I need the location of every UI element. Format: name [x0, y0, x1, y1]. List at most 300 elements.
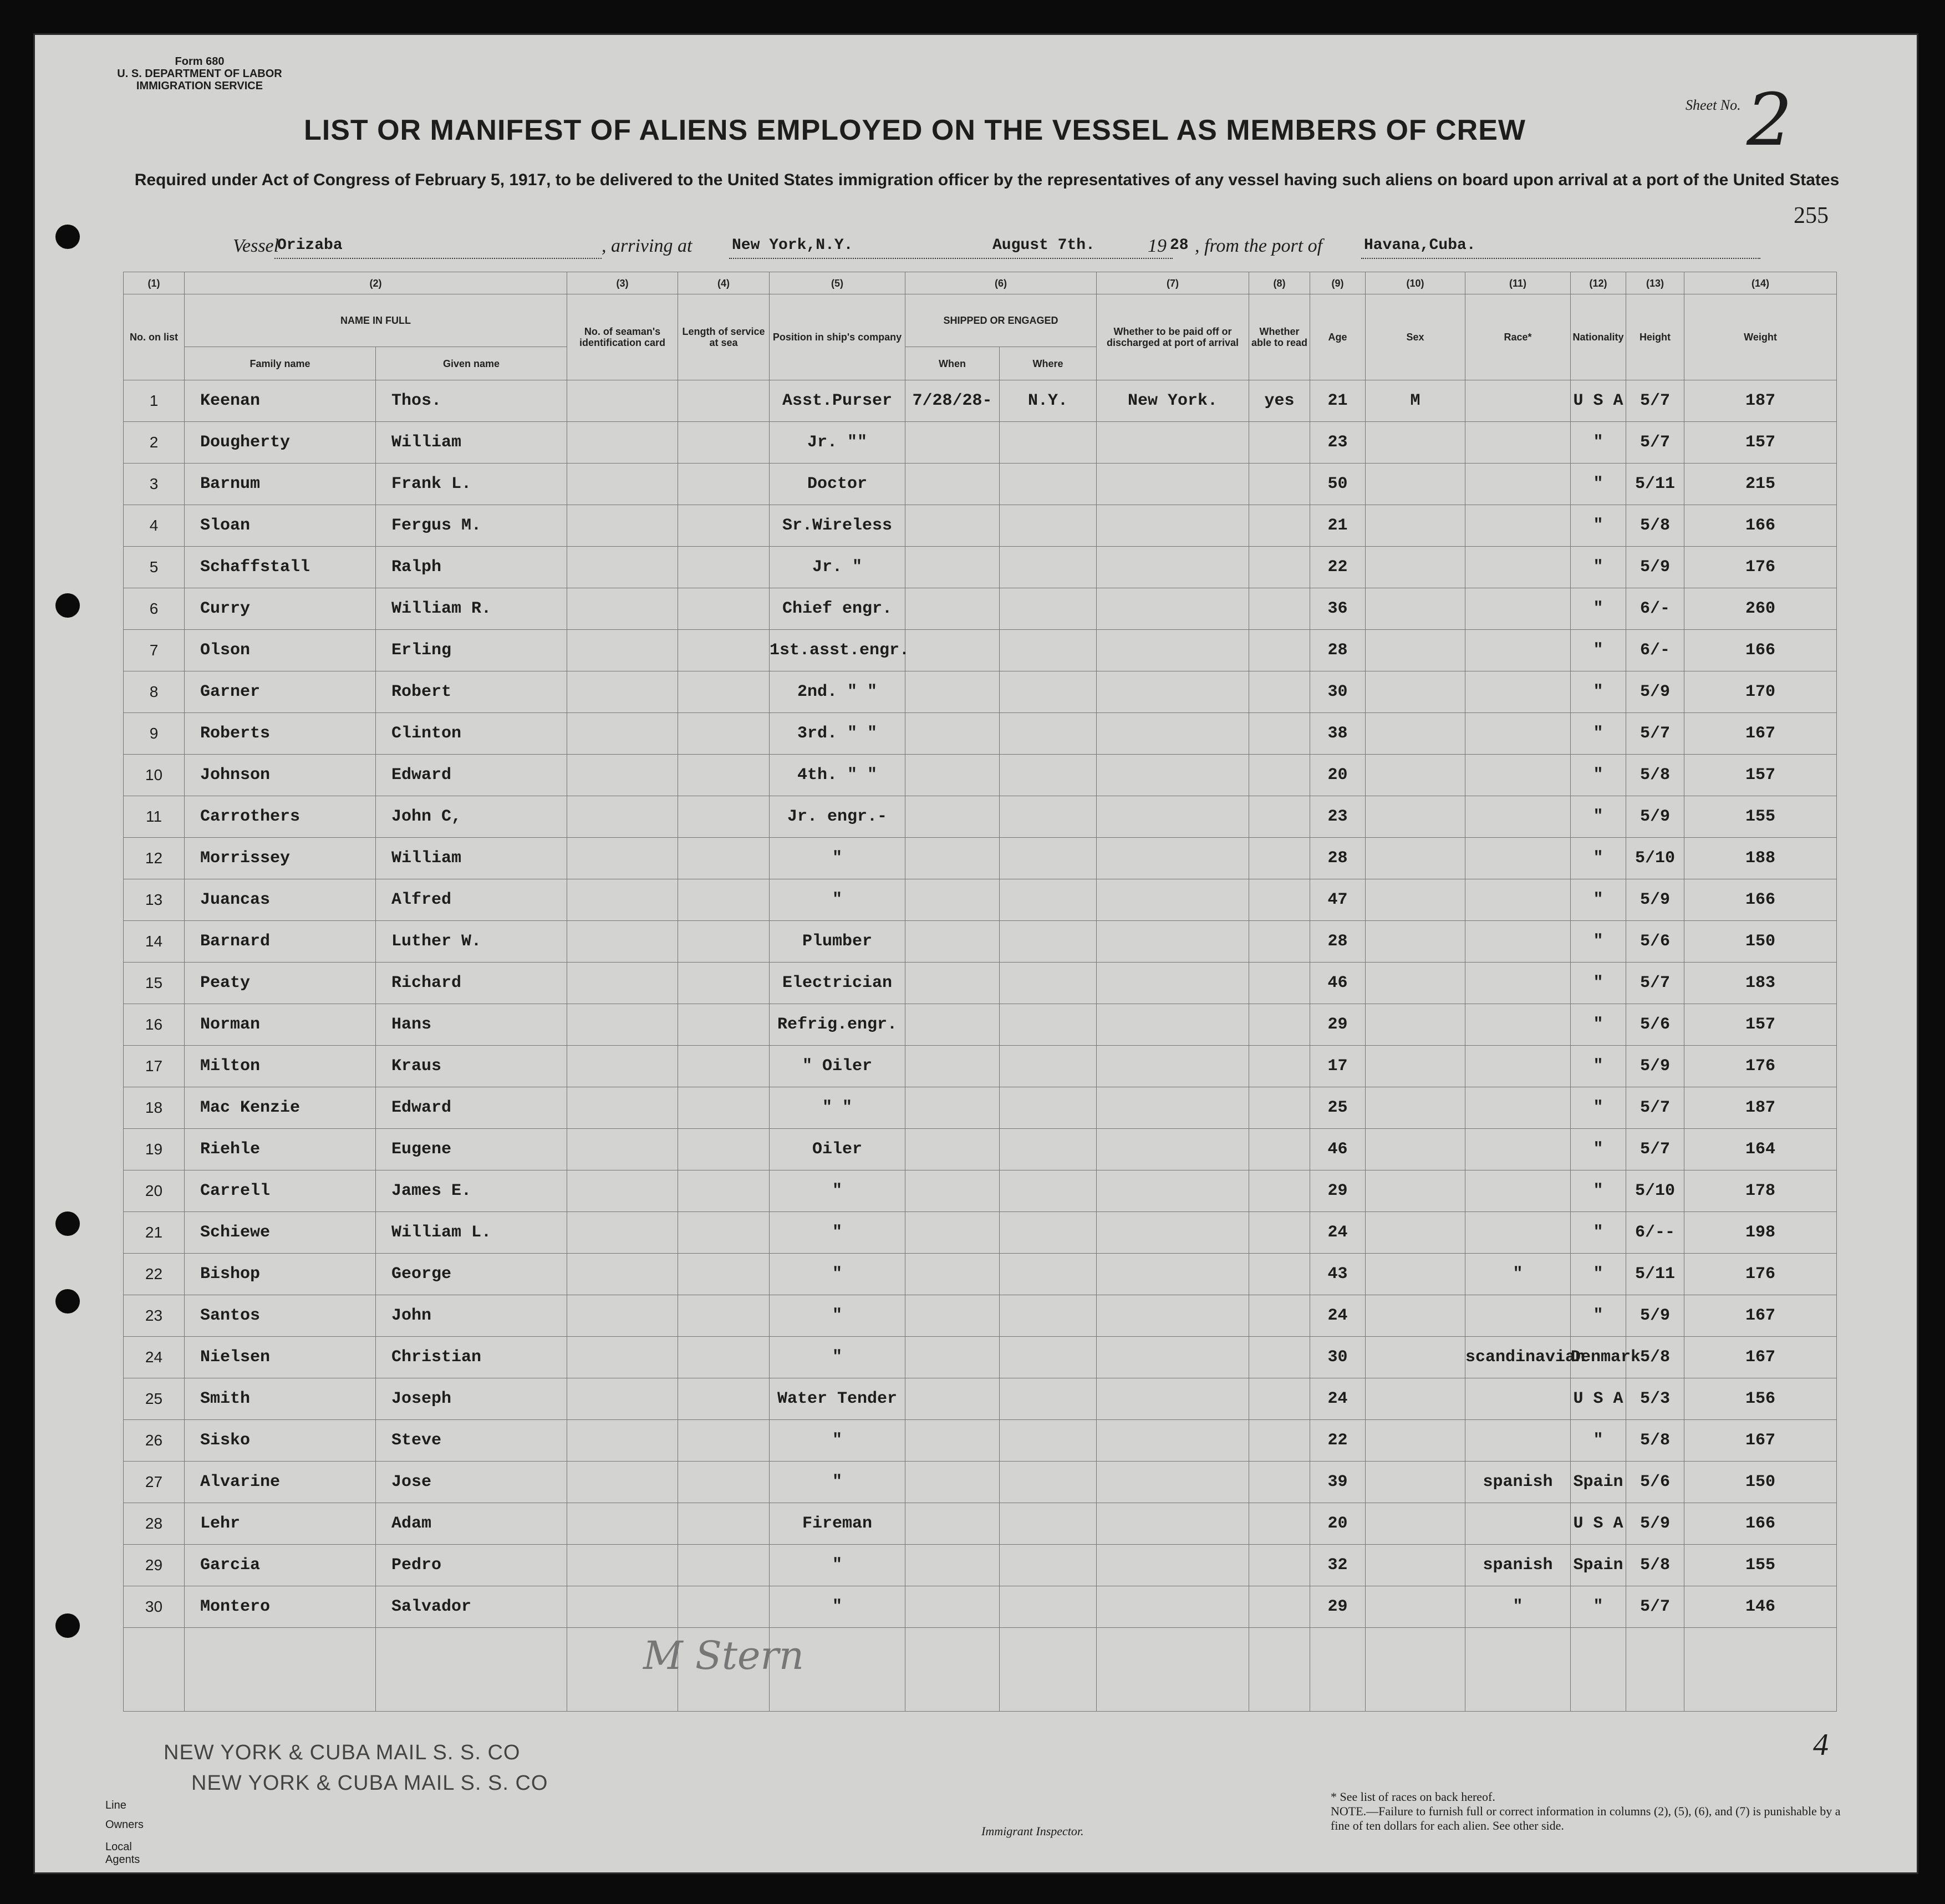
id-card-cell [567, 1129, 678, 1170]
family-name: Schiewe [185, 1212, 376, 1254]
id-card-cell [567, 1004, 678, 1046]
age: 43 [1310, 1254, 1366, 1295]
height: 5/9 [1626, 1046, 1684, 1087]
blank-row [124, 1628, 1837, 1712]
id-card-cell [567, 1503, 678, 1545]
header-paid-off: Whether to be paid off or discharged at port of arrival [1097, 294, 1249, 380]
shipped-where [1000, 422, 1097, 464]
height: 5/7 [1626, 963, 1684, 1004]
nationality: " [1571, 838, 1626, 879]
sex [1366, 921, 1465, 963]
col-3-number: (3) [567, 272, 678, 294]
shipped-where [1000, 1087, 1097, 1129]
shipped-when [905, 547, 1000, 588]
position: Asst.Purser [770, 380, 905, 422]
sex [1366, 464, 1465, 505]
table-row [124, 713, 1837, 755]
given-name: Clinton [376, 713, 567, 755]
shipped-when [905, 464, 1000, 505]
sex [1366, 879, 1465, 921]
service-cell [678, 1046, 770, 1087]
page-title: LIST OR MANIFEST OF ALIENS EMPLOYED ON THE VESSEL AS MEMBERS OF CREW [304, 114, 1526, 146]
col-11-number: (11) [1465, 272, 1571, 294]
inspector-signature: M Stern [643, 1633, 804, 1678]
weight: 156 [1684, 1378, 1837, 1420]
race [1465, 1503, 1571, 1545]
shipped-when [905, 588, 1000, 630]
shipped-where [1000, 963, 1097, 1004]
col-13-number: (13) [1626, 272, 1684, 294]
paid-off [1097, 1254, 1249, 1295]
weight: 166 [1684, 879, 1837, 921]
family-name: Peaty [185, 963, 376, 1004]
given-name: Christian [376, 1337, 567, 1378]
table-row [124, 1337, 1837, 1378]
service-cell [678, 1129, 770, 1170]
position: " " [770, 1087, 905, 1129]
id-card-cell [567, 547, 678, 588]
department-name: U. S. DEPARTMENT OF LABOR [117, 68, 282, 80]
service-cell [678, 1586, 770, 1628]
sex [1366, 588, 1465, 630]
table-row [124, 380, 1837, 422]
table-row [124, 1545, 1837, 1586]
service-cell [678, 1004, 770, 1046]
family-name: Riehle [185, 1129, 376, 1170]
shipped-when [905, 1378, 1000, 1420]
family-name: Sloan [185, 505, 376, 547]
race [1465, 963, 1571, 1004]
paid-off [1097, 1004, 1249, 1046]
height: 5/8 [1626, 1545, 1684, 1586]
nationality: " [1571, 963, 1626, 1004]
nationality: U S A [1571, 1503, 1626, 1545]
height: 5/8 [1626, 505, 1684, 547]
shipped-where: N.Y. [1000, 380, 1097, 422]
sex [1366, 1046, 1465, 1087]
family-name: Juancas [185, 879, 376, 921]
able-to-read [1249, 713, 1310, 755]
weight: 166 [1684, 505, 1837, 547]
position: Sr.Wireless [770, 505, 905, 547]
family-name: Schaffstall [185, 547, 376, 588]
age: 46 [1310, 1129, 1366, 1170]
shipped-when [905, 713, 1000, 755]
paid-off [1097, 1087, 1249, 1129]
sex [1366, 671, 1465, 713]
table-row [124, 547, 1837, 588]
weight: 215 [1684, 464, 1837, 505]
height: 5/6 [1626, 1004, 1684, 1046]
row-number: 4 [124, 505, 185, 547]
age: 30 [1310, 671, 1366, 713]
id-card-cell [567, 1087, 678, 1129]
race [1465, 879, 1571, 921]
race [1465, 796, 1571, 838]
weight: 146 [1684, 1586, 1837, 1628]
sex [1366, 713, 1465, 755]
given-name: William R. [376, 588, 567, 630]
given-name: Richard [376, 963, 567, 1004]
crew-rows [124, 380, 1837, 1712]
from-port-underline [1361, 258, 1760, 259]
weight: 260 [1684, 588, 1837, 630]
service-cell [678, 1212, 770, 1254]
family-name: Norman [185, 1004, 376, 1046]
col-2-number: (2) [185, 272, 567, 294]
inspector-label: Immigrant Inspector. [981, 1824, 1084, 1838]
shipped-when [905, 1254, 1000, 1295]
row-number: 16 [124, 1004, 185, 1046]
row-number: 7 [124, 630, 185, 671]
id-card-cell [567, 1545, 678, 1586]
family-name: Santos [185, 1295, 376, 1337]
given-name: Jose [376, 1462, 567, 1503]
family-name: Carrell [185, 1170, 376, 1212]
sex [1366, 1004, 1465, 1046]
nationality: " [1571, 422, 1626, 464]
age: 22 [1310, 547, 1366, 588]
line-stamp: NEW YORK & CUBA MAIL S. S. CO [164, 1741, 521, 1764]
shipped-where [1000, 755, 1097, 796]
race [1465, 1212, 1571, 1254]
col-10-number: (10) [1366, 272, 1465, 294]
able-to-read [1249, 1545, 1310, 1586]
sex [1366, 1337, 1465, 1378]
service-cell [678, 1462, 770, 1503]
given-name: Frank L. [376, 464, 567, 505]
header-where: Where [1000, 347, 1097, 380]
service-cell [678, 1420, 770, 1462]
sex [1366, 1129, 1465, 1170]
paid-off [1097, 796, 1249, 838]
given-name: Erling [376, 630, 567, 671]
family-name: Barnard [185, 921, 376, 963]
able-to-read [1249, 1212, 1310, 1254]
service-cell [678, 1087, 770, 1129]
nationality: " [1571, 1586, 1626, 1628]
height: 5/3 [1626, 1378, 1684, 1420]
shipped-when [905, 1212, 1000, 1254]
given-name: George [376, 1254, 567, 1295]
height: 5/9 [1626, 1503, 1684, 1545]
id-card-cell [567, 796, 678, 838]
race [1465, 1046, 1571, 1087]
row-number: 10 [124, 755, 185, 796]
nationality: " [1571, 1295, 1626, 1337]
able-to-read [1249, 422, 1310, 464]
height: 5/7 [1626, 1129, 1684, 1170]
blank-cell [1626, 1628, 1684, 1712]
header-id-card: No. of seaman's identification card [567, 294, 678, 380]
form-number: Form 680 [175, 55, 225, 68]
able-to-read [1249, 630, 1310, 671]
row-number: 13 [124, 879, 185, 921]
age: 30 [1310, 1337, 1366, 1378]
race: scandinavian [1465, 1337, 1571, 1378]
able-to-read [1249, 879, 1310, 921]
table-row [124, 1420, 1837, 1462]
binder-hole [55, 1211, 80, 1236]
able-to-read [1249, 1378, 1310, 1420]
family-name: Bishop [185, 1254, 376, 1295]
race [1465, 547, 1571, 588]
from-label: , from the port of [1195, 236, 1323, 256]
blank-cell [1310, 1628, 1366, 1712]
age: 23 [1310, 422, 1366, 464]
shipped-where [1000, 1586, 1097, 1628]
shipped-when [905, 1586, 1000, 1628]
given-name: Alfred [376, 879, 567, 921]
col-9-number: (9) [1310, 272, 1366, 294]
position: Jr. " [770, 547, 905, 588]
position: 4th. " " [770, 755, 905, 796]
sex [1366, 1212, 1465, 1254]
position: Doctor [770, 464, 905, 505]
shipped-where [1000, 588, 1097, 630]
blank-cell [376, 1628, 567, 1712]
year-prefix: 19 [1148, 236, 1167, 256]
age: 32 [1310, 1545, 1366, 1586]
shipped-where [1000, 1462, 1097, 1503]
height: 5/7 [1626, 1586, 1684, 1628]
height: 5/10 [1626, 1170, 1684, 1212]
position: " [770, 1462, 905, 1503]
race [1465, 630, 1571, 671]
shipped-when [905, 1503, 1000, 1545]
header-able-to-read: Whether able to read [1249, 294, 1310, 380]
arrival-date: August 7th. [992, 237, 1095, 254]
height: 5/10 [1626, 838, 1684, 879]
given-name: Salvador [376, 1586, 567, 1628]
age: 17 [1310, 1046, 1366, 1087]
nationality: " [1571, 1046, 1626, 1087]
position: Oiler [770, 1129, 905, 1170]
service-cell [678, 921, 770, 963]
col-1-number: (1) [124, 272, 185, 294]
family-name: Dougherty [185, 422, 376, 464]
sex [1366, 796, 1465, 838]
shipped-where [1000, 1545, 1097, 1586]
race: " [1465, 1586, 1571, 1628]
table-row [124, 1586, 1837, 1628]
race [1465, 380, 1571, 422]
sex [1366, 1462, 1465, 1503]
col-7-number: (7) [1097, 272, 1249, 294]
height: 5/11 [1626, 1254, 1684, 1295]
form-identifier [116, 55, 283, 92]
nationality: U S A [1571, 380, 1626, 422]
col-14-number: (14) [1684, 272, 1837, 294]
able-to-read [1249, 1170, 1310, 1212]
paid-off [1097, 1503, 1249, 1545]
able-to-read [1249, 1087, 1310, 1129]
id-card-cell [567, 963, 678, 1004]
age: 22 [1310, 1420, 1366, 1462]
table-row [124, 1212, 1837, 1254]
family-name: Lehr [185, 1503, 376, 1545]
sex [1366, 547, 1465, 588]
given-name: William [376, 838, 567, 879]
able-to-read [1249, 1046, 1310, 1087]
service-cell [678, 963, 770, 1004]
row-number: 6 [124, 588, 185, 630]
paid-off [1097, 630, 1249, 671]
arriving-label: , arriving at [602, 236, 693, 256]
id-card-cell [567, 1046, 678, 1087]
shipped-where [1000, 1420, 1097, 1462]
position: Jr. engr.- [770, 796, 905, 838]
shipped-where [1000, 1170, 1097, 1212]
age: 38 [1310, 713, 1366, 755]
position: " [770, 1586, 905, 1628]
table-row [124, 963, 1837, 1004]
header-when: When [905, 347, 1000, 380]
family-name: Olson [185, 630, 376, 671]
line-label: Line [105, 1799, 126, 1811]
row-number: 14 [124, 921, 185, 963]
family-name: Johnson [185, 755, 376, 796]
paid-off [1097, 1378, 1249, 1420]
able-to-read [1249, 963, 1310, 1004]
row-number: 24 [124, 1337, 185, 1378]
position: " [770, 1337, 905, 1378]
family-name: Morrissey [185, 838, 376, 879]
paid-off [1097, 1586, 1249, 1628]
row-number: 23 [124, 1295, 185, 1337]
able-to-read [1249, 1295, 1310, 1337]
able-to-read [1249, 464, 1310, 505]
race: " [1465, 1254, 1571, 1295]
id-card-cell [567, 630, 678, 671]
paid-off [1097, 1046, 1249, 1087]
paid-off [1097, 713, 1249, 755]
weight: 157 [1684, 755, 1837, 796]
given-name: John [376, 1295, 567, 1337]
sex [1366, 1545, 1465, 1586]
family-name: Montero [185, 1586, 376, 1628]
paid-off [1097, 1420, 1249, 1462]
col-4-number: (4) [678, 272, 770, 294]
race [1465, 1295, 1571, 1337]
weight: 187 [1684, 380, 1837, 422]
arrival-year: 28 [1170, 237, 1189, 254]
race [1465, 838, 1571, 879]
paid-off [1097, 547, 1249, 588]
row-number: 21 [124, 1212, 185, 1254]
table-row [124, 1295, 1837, 1337]
age: 28 [1310, 838, 1366, 879]
col-6-number: (6) [905, 272, 1097, 294]
row-number: 26 [124, 1420, 185, 1462]
shipped-when [905, 796, 1000, 838]
shipped-when [905, 1087, 1000, 1129]
table-row [124, 505, 1837, 547]
service-cell [678, 671, 770, 713]
able-to-read [1249, 1129, 1310, 1170]
age: 50 [1310, 464, 1366, 505]
id-card-cell [567, 380, 678, 422]
height: 6/- [1626, 588, 1684, 630]
race [1465, 921, 1571, 963]
vessel-name: Orizaba [277, 237, 343, 254]
nationality: " [1571, 630, 1626, 671]
race [1465, 755, 1571, 796]
shipped-where [1000, 879, 1097, 921]
shipped-where [1000, 838, 1097, 879]
shipped-when [905, 422, 1000, 464]
sex [1366, 1420, 1465, 1462]
shipped-where [1000, 1129, 1097, 1170]
age: 28 [1310, 921, 1366, 963]
service-cell [678, 1170, 770, 1212]
position: " [770, 1420, 905, 1462]
weight: 167 [1684, 1420, 1837, 1462]
nationality: " [1571, 505, 1626, 547]
age: 21 [1310, 380, 1366, 422]
sex [1366, 1295, 1465, 1337]
given-name: William L. [376, 1212, 567, 1254]
id-card-cell [567, 921, 678, 963]
notes [1331, 1790, 1852, 1833]
sheet-number-label: Sheet No. [1686, 97, 1741, 113]
able-to-read [1249, 1337, 1310, 1378]
nationality: " [1571, 1254, 1626, 1295]
paid-off [1097, 422, 1249, 464]
sex [1366, 1170, 1465, 1212]
shipped-where [1000, 921, 1097, 963]
family-name: Barnum [185, 464, 376, 505]
able-to-read [1249, 755, 1310, 796]
row-number: 17 [124, 1046, 185, 1087]
row-number: 20 [124, 1170, 185, 1212]
position: Water Tender [770, 1378, 905, 1420]
shipped-where [1000, 1004, 1097, 1046]
header-race: Race* [1465, 294, 1571, 380]
position: " [770, 1254, 905, 1295]
paid-off [1097, 921, 1249, 963]
height: 5/6 [1626, 921, 1684, 963]
service-cell [678, 1503, 770, 1545]
family-name: Roberts [185, 713, 376, 755]
height: 5/9 [1626, 547, 1684, 588]
shipped-when [905, 1004, 1000, 1046]
table-row [124, 1170, 1837, 1212]
weight: 166 [1684, 1503, 1837, 1545]
position: Plumber [770, 921, 905, 963]
table-row [124, 1254, 1837, 1295]
service-cell [678, 1378, 770, 1420]
row-number: 5 [124, 547, 185, 588]
header-family-name: Family name [185, 347, 376, 380]
paid-off [1097, 879, 1249, 921]
age: 29 [1310, 1170, 1366, 1212]
service-cell [678, 796, 770, 838]
nationality: " [1571, 547, 1626, 588]
blank-cell [1366, 1628, 1465, 1712]
height: 5/7 [1626, 422, 1684, 464]
nationality: " [1571, 713, 1626, 755]
row-number: 11 [124, 796, 185, 838]
id-card-cell [567, 1586, 678, 1628]
stamp-number: 255 [1794, 203, 1829, 228]
race [1465, 713, 1571, 755]
paid-off [1097, 671, 1249, 713]
nationality: " [1571, 755, 1626, 796]
row-number: 3 [124, 464, 185, 505]
age: 47 [1310, 879, 1366, 921]
height: 6/-- [1626, 1212, 1684, 1254]
